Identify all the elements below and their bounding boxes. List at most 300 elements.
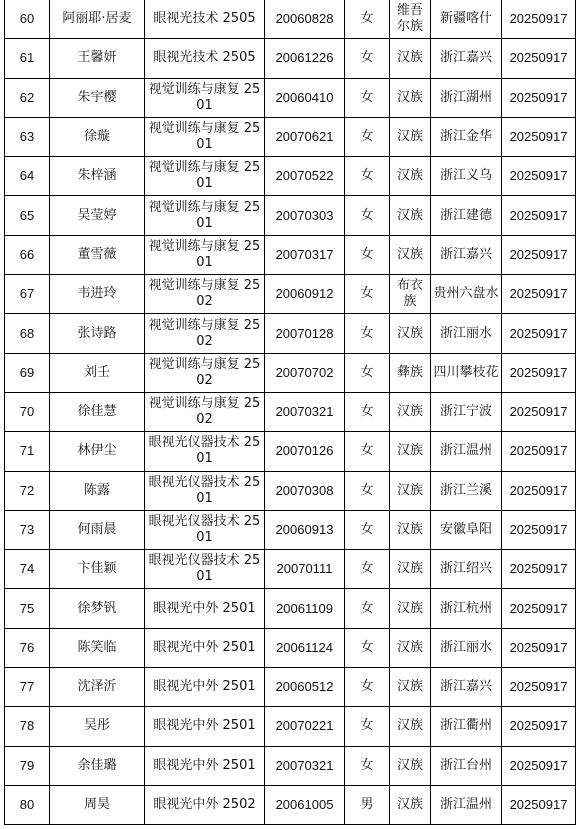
- class-name-cell: [145, 196, 265, 235]
- birth-date: 20060512: [275, 679, 334, 695]
- row-number: 80: [19, 797, 35, 813]
- table-row: [5, 785, 576, 824]
- student-name: 徐佳慧: [77, 404, 117, 420]
- gender: 女: [360, 286, 374, 302]
- origin-place-cell: [431, 707, 502, 746]
- ethnicity: 汉族: [396, 561, 423, 577]
- student-name: 徐梦钒: [77, 600, 117, 616]
- roster-body: [5, 0, 576, 825]
- student-name-cell: [50, 196, 145, 235]
- origin-place-cell: [431, 392, 502, 431]
- origin-place: 浙江杭州: [439, 600, 492, 616]
- student-name-cell: [50, 628, 145, 667]
- student-name-cell: [50, 314, 145, 353]
- ethnicity-cell: [390, 628, 431, 667]
- birth-date-cell: [265, 707, 345, 746]
- origin-place: 浙江金华: [439, 129, 492, 145]
- row-number: 68: [19, 325, 35, 341]
- admission-date: 20250917: [509, 522, 568, 537]
- class-name: 眼视光仪器技术 2501: [148, 435, 261, 467]
- table-row: [5, 0, 576, 39]
- admission-date-cell: [502, 314, 576, 353]
- ethnicity-cell: [390, 235, 431, 274]
- class-name: 眼视光中外 2501: [153, 757, 256, 773]
- class-name: 眼视光仪器技术 2501: [148, 514, 261, 545]
- student-name-cell: [50, 785, 145, 824]
- gender: 女: [360, 168, 374, 184]
- table-row: [5, 117, 576, 156]
- admission-date-cell: [502, 589, 576, 628]
- gender: 女: [360, 600, 374, 616]
- class-name: 视觉训练与康复 2501: [148, 199, 261, 231]
- row-number-cell: [5, 589, 50, 628]
- student-name: 何雨晨: [77, 522, 117, 537]
- table-row: [5, 314, 576, 353]
- student-name-cell: [50, 668, 145, 707]
- birth-date-cell: [265, 157, 345, 196]
- gender: 女: [360, 757, 374, 773]
- origin-place: 浙江湖州: [439, 89, 492, 105]
- student-name: 刘壬: [83, 364, 110, 380]
- row-number-cell: [5, 314, 50, 353]
- admission-date: 20250917: [509, 482, 568, 498]
- admission-date-cell: [502, 235, 576, 274]
- ethnicity: 汉族: [396, 443, 423, 459]
- birth-date-cell: [265, 785, 345, 824]
- origin-place-cell: [431, 275, 502, 314]
- birth-date-cell: [265, 432, 345, 471]
- origin-place: 浙江嘉兴: [439, 679, 492, 695]
- table-row: [5, 78, 576, 117]
- student-name: 陈笑临: [77, 639, 117, 655]
- class-name: 眼视光中外 2502: [153, 797, 256, 813]
- student-name-cell: [50, 746, 145, 785]
- origin-place-cell: [431, 196, 502, 235]
- row-number-cell: [5, 471, 50, 510]
- ethnicity-cell: [390, 196, 431, 235]
- student-name: 吴彤: [83, 718, 110, 734]
- row-number-cell: [5, 0, 50, 39]
- ethnicity-cell: [390, 707, 431, 746]
- origin-place-cell: [431, 157, 502, 196]
- student-name: 阿丽耶·居麦: [62, 11, 132, 27]
- student-name: 徐璇: [83, 129, 110, 145]
- table-row: [5, 432, 576, 471]
- student-name: 董雪薇: [77, 246, 117, 262]
- class-name: 眼视光中外 2501: [153, 600, 256, 616]
- origin-place: 浙江兰溪: [439, 482, 492, 498]
- origin-place-cell: [431, 668, 502, 707]
- class-name: 视觉训练与康复 2501: [148, 81, 261, 113]
- class-name-cell: [145, 314, 265, 353]
- gender-cell: [345, 707, 390, 746]
- birth-date: 20070303: [275, 207, 334, 223]
- gender: 男: [360, 797, 374, 813]
- birth-date: 20060828: [275, 11, 334, 27]
- class-name-cell: [145, 432, 265, 471]
- ethnicity-cell: [390, 550, 431, 589]
- student-name-cell: [50, 275, 145, 314]
- birth-date-cell: [265, 510, 345, 549]
- row-number: 76: [19, 639, 35, 655]
- ethnicity: 汉族: [396, 600, 423, 616]
- origin-place: 浙江温州: [439, 443, 492, 459]
- row-number: 61: [19, 50, 35, 66]
- row-number: 66: [19, 246, 35, 262]
- admission-date: 20250917: [509, 11, 568, 27]
- origin-place: 浙江温州: [439, 797, 492, 813]
- row-number-cell: [5, 550, 50, 589]
- student-name-cell: [50, 707, 145, 746]
- student-name-cell: [50, 392, 145, 431]
- table-row: [5, 39, 576, 78]
- student-name: 韦进玲: [77, 286, 117, 302]
- ethnicity-cell: [390, 314, 431, 353]
- row-number: 70: [19, 404, 35, 420]
- birth-date: 20060913: [275, 522, 334, 537]
- gender-cell: [345, 668, 390, 707]
- student-name: 王馨妍: [77, 50, 117, 66]
- origin-place: 安徽阜阳: [439, 522, 492, 537]
- gender-cell: [345, 353, 390, 392]
- ethnicity: 汉族: [396, 89, 423, 105]
- row-number-cell: [5, 39, 50, 78]
- birth-date-cell: [265, 589, 345, 628]
- admission-date-cell: [502, 668, 576, 707]
- row-number-cell: [5, 392, 50, 431]
- row-number: 79: [19, 757, 35, 773]
- ethnicity: 汉族: [396, 797, 423, 813]
- class-name: 眼视光中外 2501: [153, 679, 256, 695]
- row-number: 60: [19, 11, 35, 27]
- birth-date-cell: [265, 628, 345, 667]
- admission-date-cell: [502, 707, 576, 746]
- admission-date-cell: [502, 157, 576, 196]
- gender-cell: [345, 432, 390, 471]
- row-number: 77: [19, 679, 35, 695]
- class-name-cell: [145, 589, 265, 628]
- student-name-cell: [50, 157, 145, 196]
- gender-cell: [345, 39, 390, 78]
- gender: 女: [360, 639, 374, 655]
- ethnicity-cell: [390, 0, 431, 39]
- birth-date: 20060912: [275, 286, 334, 302]
- ethnicity-cell: [390, 432, 431, 471]
- admission-date: 20250917: [509, 286, 568, 302]
- birth-date-cell: [265, 746, 345, 785]
- ethnicity-cell: [390, 785, 431, 824]
- origin-place-cell: [431, 353, 502, 392]
- origin-place: 浙江嘉兴: [439, 50, 492, 66]
- class-name-cell: [145, 39, 265, 78]
- student-name-cell: [50, 471, 145, 510]
- birth-date: 20070128: [275, 325, 334, 341]
- class-name: 视觉训练与康复 2501: [148, 160, 261, 192]
- ethnicity-cell: [390, 589, 431, 628]
- row-number: 62: [19, 89, 35, 105]
- gender: 女: [360, 482, 374, 498]
- birth-date: 20070126: [275, 443, 334, 459]
- birth-date: 20061005: [275, 797, 334, 813]
- class-name: 视觉训练与康复 2502: [148, 278, 261, 310]
- gender-cell: [345, 196, 390, 235]
- table-row: [5, 392, 576, 431]
- student-name: 陈露: [83, 482, 110, 498]
- ethnicity: 汉族: [396, 522, 423, 537]
- origin-place-cell: [431, 628, 502, 667]
- origin-place: 浙江建德: [439, 207, 492, 223]
- ethnicity-cell: [390, 746, 431, 785]
- birth-date-cell: [265, 235, 345, 274]
- class-name: 眼视光中外 2501: [153, 718, 256, 734]
- admission-date: 20250917: [509, 364, 568, 380]
- gender: 女: [360, 89, 374, 105]
- origin-place: 浙江台州: [439, 757, 492, 773]
- birth-date: 20061124: [276, 639, 333, 655]
- gender-cell: [345, 314, 390, 353]
- student-name: 周昊: [83, 797, 110, 813]
- origin-place: 浙江绍兴: [439, 561, 492, 577]
- ethnicity: 彝族: [396, 364, 423, 380]
- gender: 女: [360, 11, 374, 27]
- origin-place: 浙江丽水: [439, 325, 492, 341]
- student-name-cell: [50, 353, 145, 392]
- student-name: 余佳璐: [77, 757, 117, 773]
- gender-cell: [345, 471, 390, 510]
- class-name-cell: [145, 785, 265, 824]
- student-name-cell: [50, 550, 145, 589]
- admission-date-cell: [502, 353, 576, 392]
- birth-date: 20070308: [275, 482, 334, 498]
- admission-date: 20250917: [509, 443, 568, 459]
- admission-date: 20250917: [509, 757, 568, 773]
- admission-date-cell: [502, 392, 576, 431]
- admission-date: 20250917: [509, 50, 568, 66]
- row-number: 67: [19, 286, 35, 302]
- row-number: 75: [19, 600, 35, 616]
- table-row: [5, 550, 576, 589]
- row-number-cell: [5, 668, 50, 707]
- origin-place: 浙江嘉兴: [439, 246, 492, 262]
- birth-date-cell: [265, 314, 345, 353]
- origin-place: 四川攀枝花: [433, 364, 499, 380]
- admission-date-cell: [502, 628, 576, 667]
- row-number-cell: [5, 117, 50, 156]
- student-name-cell: [50, 510, 145, 549]
- student-name: 朱宇樱: [77, 89, 117, 105]
- birth-date: 20070321: [275, 757, 334, 773]
- gender: 女: [360, 364, 374, 380]
- birth-date-cell: [265, 353, 345, 392]
- gender: 女: [360, 679, 374, 695]
- birth-date: 20070317: [275, 246, 334, 262]
- student-name-cell: [50, 117, 145, 156]
- birth-date-cell: [265, 39, 345, 78]
- table-row: [5, 353, 576, 392]
- birth-date-cell: [265, 275, 345, 314]
- admission-date: 20250917: [509, 129, 568, 145]
- ethnicity-cell: [390, 668, 431, 707]
- admission-date: 20250917: [509, 207, 568, 223]
- student-name: 朱梓涵: [77, 168, 117, 184]
- gender: 女: [360, 718, 374, 734]
- ethnicity-cell: [390, 392, 431, 431]
- student-name-cell: [50, 432, 145, 471]
- class-name-cell: [145, 0, 265, 39]
- class-name-cell: [145, 235, 265, 274]
- admission-date-cell: [502, 746, 576, 785]
- table-row: [5, 275, 576, 314]
- gender-cell: [345, 550, 390, 589]
- admission-date-cell: [502, 785, 576, 824]
- class-name: 视觉训练与康复 2501: [148, 121, 261, 153]
- gender-cell: [345, 589, 390, 628]
- gender-cell: [345, 157, 390, 196]
- class-name: 视觉训练与康复 2501: [148, 238, 261, 270]
- origin-place: 贵州六盘水: [433, 286, 499, 302]
- gender: 女: [360, 50, 374, 66]
- birth-date: 20070702: [275, 364, 334, 380]
- ethnicity: 汉族: [396, 207, 423, 223]
- admission-date-cell: [502, 196, 576, 235]
- admission-date: 20250917: [509, 561, 568, 577]
- class-name: 眼视光技术 2505: [153, 50, 256, 66]
- row-number-cell: [5, 707, 50, 746]
- admission-date: 20250917: [509, 639, 568, 655]
- admission-date: 20250917: [509, 797, 568, 813]
- birth-date-cell: [265, 196, 345, 235]
- admission-date: 20250917: [509, 404, 568, 420]
- class-name-cell: [145, 392, 265, 431]
- gender: 女: [360, 522, 374, 537]
- admission-date: 20250917: [509, 89, 568, 105]
- ethnicity-cell: [390, 78, 431, 117]
- ethnicity: 汉族: [396, 639, 423, 655]
- class-name: 眼视光中外 2501: [153, 639, 256, 655]
- student-name: 卞佳颖: [77, 561, 117, 577]
- gender: 女: [360, 207, 374, 223]
- row-number: 78: [19, 718, 35, 734]
- class-name: 眼视光仪器技术 2501: [148, 553, 261, 585]
- origin-place-cell: [431, 314, 502, 353]
- birth-date: 20070221: [275, 718, 334, 734]
- birth-date: 20061109: [276, 600, 333, 616]
- row-number-cell: [5, 275, 50, 314]
- origin-place: 浙江义乌: [439, 168, 492, 184]
- row-number-cell: [5, 196, 50, 235]
- admission-date-cell: [502, 510, 576, 549]
- row-number: 71: [19, 443, 35, 459]
- origin-place-cell: [431, 550, 502, 589]
- student-name-cell: [50, 39, 145, 78]
- ethnicity-cell: [390, 510, 431, 549]
- birth-date: 20070111: [276, 561, 333, 577]
- table-row: [5, 510, 576, 549]
- admission-date: 20250917: [509, 679, 568, 695]
- row-number: 73: [19, 522, 35, 537]
- birth-date: 20060410: [275, 89, 334, 105]
- ethnicity-cell: [390, 39, 431, 78]
- admission-date-cell: [502, 0, 576, 39]
- class-name-cell: [145, 550, 265, 589]
- birth-date: 20070522: [275, 168, 334, 184]
- class-name: 眼视光技术 2505: [153, 11, 256, 27]
- gender: 女: [360, 561, 374, 577]
- class-name: 视觉训练与康复 2502: [148, 356, 261, 388]
- gender: 女: [360, 325, 374, 341]
- student-name-cell: [50, 78, 145, 117]
- student-name-cell: [50, 589, 145, 628]
- admission-date-cell: [502, 39, 576, 78]
- ethnicity: 汉族: [396, 129, 423, 145]
- gender-cell: [345, 235, 390, 274]
- class-name-cell: [145, 78, 265, 117]
- row-number-cell: [5, 628, 50, 667]
- row-number: 74: [19, 561, 35, 577]
- class-name: 眼视光仪器技术 2501: [148, 474, 261, 506]
- birth-date-cell: [265, 392, 345, 431]
- student-name: 林伊尘: [77, 443, 117, 459]
- table-row: [5, 196, 576, 235]
- ethnicity: 汉族: [396, 718, 423, 734]
- ethnicity: 汉族: [396, 482, 423, 498]
- birth-date-cell: [265, 117, 345, 156]
- admission-date: 20250917: [509, 325, 568, 341]
- ethnicity-cell: [390, 117, 431, 156]
- origin-place-cell: [431, 117, 502, 156]
- class-name-cell: [145, 275, 265, 314]
- row-number-cell: [5, 432, 50, 471]
- class-name-cell: [145, 353, 265, 392]
- gender-cell: [345, 628, 390, 667]
- gender-cell: [345, 78, 390, 117]
- admission-date: 20250917: [509, 246, 568, 262]
- origin-place-cell: [431, 510, 502, 549]
- admission-date-cell: [502, 78, 576, 117]
- row-number-cell: [5, 746, 50, 785]
- origin-place-cell: [431, 432, 502, 471]
- class-name-cell: [145, 471, 265, 510]
- class-name-cell: [145, 510, 265, 549]
- ethnicity: 汉族: [396, 325, 423, 341]
- ethnicity-cell: [390, 353, 431, 392]
- birth-date-cell: [265, 471, 345, 510]
- student-name-cell: [50, 0, 145, 39]
- table-row: [5, 707, 576, 746]
- gender: 女: [360, 129, 374, 145]
- admission-date-cell: [502, 550, 576, 589]
- gender-cell: [345, 117, 390, 156]
- origin-place: 新疆喀什: [439, 11, 492, 27]
- admission-date-cell: [502, 117, 576, 156]
- row-number-cell: [5, 785, 50, 824]
- birth-date-cell: [265, 550, 345, 589]
- ethnicity: 汉族: [396, 679, 423, 695]
- student-name: 吴莹婷: [77, 207, 117, 223]
- birth-date: 20070621: [275, 129, 334, 145]
- origin-place: 浙江宁波: [439, 404, 492, 420]
- ethnicity: 汉族: [396, 757, 423, 773]
- origin-place: 浙江衢州: [439, 718, 492, 734]
- student-name: 张诗路: [77, 325, 117, 341]
- table-row: [5, 589, 576, 628]
- admission-date: 20250917: [509, 718, 568, 734]
- row-number: 64: [19, 168, 35, 184]
- ethnicity-cell: [390, 471, 431, 510]
- student-roster-table: [4, 0, 576, 825]
- gender-cell: [345, 510, 390, 549]
- class-name-cell: [145, 668, 265, 707]
